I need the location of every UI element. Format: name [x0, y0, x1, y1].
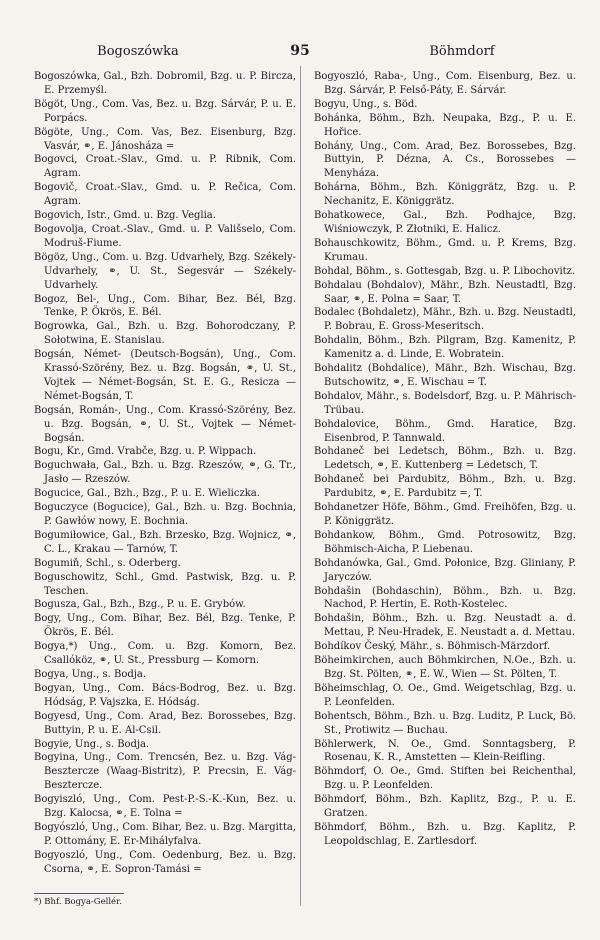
gazetteer-entry: Bohdašin, Böhm., Bzh. u. Bzg. Neustadt a. d. Mettau, P. Neu-Hradek, E. Neustadt a. d. Mettau.: [314, 613, 576, 639]
gazetteer-entry: Bohentsch, Böhm., Bzh. u. Bzg. Luditz, P. Luck, Bö. St., Protiwitz — Buchau.: [314, 710, 576, 736]
gazetteer-entry: Bogyiszló, Ung., Com. Pest-P.-S.-K.-Kun, Bez. u. Bzg. Kalocsa, ⚭, E. Tolna =: [34, 794, 296, 820]
left-column: [34, 70, 296, 877]
gazetteer-entry: Bogucice, Gal., Bzh., Bzg., P. u. E. Wieliczka.: [34, 488, 260, 500]
gazetteer-entry: Bohdaneč bei Pardubitz, Böhm., Bzh. u. Bzg. Pardubitz, ⚭, E. Pardubitz =, T.: [314, 474, 576, 500]
gazetteer-entry: Bohány, Ung., Com. Arad, Bez. Borossebes, Bzg. Buttyin, P. Dézna, A. Cs., Borossebes — Menyháza.: [314, 140, 576, 180]
gazetteer-entry: Bohdalitz (Bohdalice), Mähr., Bzh. Wischau, Bzg. Butschowitz, ⚭, E. Wischau = T.: [314, 363, 576, 388]
gazetteer-entry: Bogsán, Román-, Ung., Com. Krassó-Szörény, Bez. u. Bzg. Bogsán, ⚭, U. St., Vojtek — Német-Bogsán.: [34, 404, 296, 444]
gazetteer-entry: Bogyina, Ung., Com. Trencsén, Bez. u. Bzg. Vág-Besztercze (Waag-Bistritz), P. Precsin, E. Vág-Besztercze.: [34, 752, 296, 792]
gazetteer-entry: Böheimschlag, O. Oe., Gmd. Weigetschlag, Bzg. u. P. Leonfelden.: [314, 682, 576, 708]
gazetteer-entry: Bohdal, Böhm., s. Gottesgab, Bzg. u. P. Libochovitz.: [314, 265, 576, 277]
gazetteer-entry: Bogovolja, Croat.-Slav., Gmd. u. P. Vališselo, Com. Modruš-Fiume.: [34, 223, 296, 249]
gazetteer-entry: Bohdalovice, Böhm., Gmd. Haratice, Bzg. Eisenbrod, P. Tannwald.: [314, 418, 576, 444]
gazetteer-entry: Bogyoszló, Raba-, Ung., Com. Eisenburg, Bez. u. Bzg. Sárvár, P. Felső-Páty, E. Sárvár.: [314, 71, 576, 96]
gazetteer-entry: Bogoszówka, Gal., Bzh. Dobromil, Bzg. u. P. Bircza, E. Przemyśl.: [34, 71, 296, 96]
footnote: *) Bhf. Bogya-Gellér.: [34, 897, 122, 907]
gazetteer-entry: Bogy, Ung., Com. Bihar, Bez. Bél, Bzg. Tenke, P. Ökrös, E. Bél.: [34, 613, 296, 639]
gazetteer-entry: Bogusza, Gal., Bzh., Bzg., P. u. E. Grybów.: [34, 599, 246, 611]
header-right-word: Böhmdorf: [429, 43, 495, 59]
gazetteer-entry: Bogya, Ung., s. Bodja.: [34, 668, 147, 680]
gazetteer-entry: Bodalec (Bohdaletz), Mähr., Bzh. u. Bzg. Neustadtl, P. Bobrau, E. Gross-Meseritsch.: [314, 307, 576, 333]
gazetteer-entry: Boguschowitz, Schl., Gmd. Pastwisk, Bzg. u. P. Teschen.: [34, 571, 296, 597]
gazetteer-entry: Bögöte, Ung., Com. Vas, Bez. Eisenburg, Bzg. Vasvár, ⚭, E. Jánosháza =: [34, 126, 296, 152]
gazetteer-entry: Bohatkowece, Gal., Bzh. Podhajce, Bzg. Wiśniowczyk, P. Złotniki, E. Halicz.: [314, 210, 576, 235]
gazetteer-entry: Bogyoszló, Ung., Com. Oedenburg, Bez. u. Bzg. Csorna, ⚭, E. Sopron-Tamási =: [34, 849, 296, 875]
gazetteer-entry: Bogyesd, Ung., Com. Arad, Bez. Borossebes, Bzg. Buttyin, P. u. E. Al-Csil.: [34, 710, 296, 736]
gazetteer-entry: Bohárna, Böhm., Bzh. Königgrätz, Bzg. u. P. Nechanitz, E. Königgrätz.: [314, 182, 576, 208]
gazetteer-entry: Bohauschkowitz, Böhm., Gmd. u. P. Krems, Bzg. Krumau.: [314, 237, 576, 263]
gazetteer-entry: Bohdíkov Český, Mähr., s. Böhmisch-Märzdorf.: [314, 641, 551, 653]
page-number: 95: [290, 43, 310, 59]
gazetteer-entry: Bogyu, Ung., s. Böd.: [314, 98, 418, 110]
footnote-rule: [34, 893, 124, 894]
gazetteer-entry: Bogu, Kr., Gmd. Vrabče, Bzg. u. P. Wippach.: [34, 446, 257, 458]
gazetteer-entry: Bohdašin (Bohdaschin), Böhm., Bzh. u. Bzg. Nachod, P. Hertin, E. Roth-Kostelec.: [314, 585, 576, 611]
gazetteer-entry: Boguchwała, Gal., Bzh. u. Bzg. Rzeszów, ⚭, G. Tr., Jasło — Rzeszów.: [34, 460, 296, 486]
gazetteer-entry: Bogsán, Német- (Deutsch-Bogsán), Ung., Com. Krassó-Szörény, Bez. u. Bzg. Bogsán, ⚭, U. St., Vojtek — Német-Bogsán, St. E. G., Resicza — Német-Bogsán, T.: [34, 349, 296, 402]
column-divider: [300, 66, 301, 906]
gazetteer-entry: Bohdalov, Mähr., s. Bodelsdorf, Bzg. u. P. Mährisch-Trübau.: [314, 390, 576, 416]
gazetteer-entry: Bogumiň, Schl., s. Oderberg.: [34, 557, 181, 569]
gazetteer-entry: Bögöt, Ung., Com. Vas, Bez. u. Bzg. Sárvár, P. u. E. Porpács.: [34, 98, 296, 124]
gazetteer-entry: Bogyószló, Ung., Com. Bihar, Bez. u. Bzg. Margitta, P. Ottomány, E. Er-Mihályfalva.: [34, 821, 296, 847]
gazetteer-entry: Bohdalin, Böhm., Bzh. Pilgram, Bzg. Kamenitz, P. Kamenitz a. d. Linde, E. Wobratein.: [314, 335, 576, 361]
gazetteer-entry: Bogyan, Ung., Com. Bács-Bodrog, Bez. u. Bzg. Hódság, P. Vajszka, E. Hódság.: [34, 682, 296, 708]
gazetteer-entry: Bogyie, Ung., s. Bodja.: [34, 738, 150, 750]
gazetteer-entry: Bogrowka, Gal., Bzh. u. Bzg. Bohorodczany, P. Sołotwina, E. Stanislau.: [34, 321, 296, 347]
gazetteer-entry: Bogovich, Istr., Gmd. u. Bzg. Veglia.: [34, 210, 216, 222]
running-header: [30, 40, 570, 62]
gazetteer-entry: Bohdanówka, Gal., Gmd. Połonice, Bzg. Gliniany, P. Jaryczów.: [314, 557, 576, 583]
gazetteer-entry: Bohdankow, Böhm., Gmd. Potrosowitz, Bzg. Böhmisch-Aicha, P. Liebenau.: [314, 529, 576, 555]
gazetteer-entry: Bogumiłowice, Gal., Bzh. Brzesko, Bzg. Wojnicz, ⚭, C. L., Krakau — Tarnów, T.: [34, 529, 296, 555]
gazetteer-entry: Bogovci, Croat.-Slav., Gmd. u. P. Ribnik, Com. Agram.: [34, 154, 296, 180]
header-left-word: Bogoszówka: [97, 43, 179, 59]
gazetteer-entry: Boguczyce (Bogucice), Gal., Bzh. u. Bzg. Bochnia, P. Gawłów nowy, E. Bochnia.: [34, 502, 296, 527]
right-column: [314, 70, 576, 849]
gazetteer-entry: Böheimkirchen, auch Böhmkirchen, N.Oe., Bzh. u. Bzg. St. Pölten, ⚭, E. W., Wien — St. Pölten, T.: [314, 655, 576, 680]
gazetteer-entry: Bogoz, Bel-, Ung., Com. Bihar, Bez. Bél, Bzg. Tenke, P. Ökrös, E. Bél.: [34, 293, 296, 319]
gazetteer-entry: Böhmdorf, O. Oe., Gmd. Stiften bei Reichenthal, Bzg. u. P. Leonfelden.: [314, 766, 576, 792]
gazetteer-entry: Böhmdorf, Böhm., Bzh. u. Bzg. Kaplitz, P. Leopoldschlag, E. Zartlesdorf.: [314, 821, 576, 847]
gazetteer-entry: Bohdanetzer Höfe, Böhm., Gmd. Freihöfen, Bzg. u. P. Königgrätz.: [314, 502, 576, 527]
gazetteer-entry: Bohánka, Böhm., Bzh. Neupaka, Bzg., P. u. E. Hořice.: [314, 112, 576, 138]
gazetteer-entry: Bogya,*) Ung., Com. u. Bzg. Komorn, Bez. Csallóköz, ⚭, U. St., Pressburg — Komorn.: [34, 641, 296, 667]
gazetteer-entry: Bohdaneč bei Ledetsch, Böhm., Bzh. u. Bzg. Ledetsch, ⚭, E. Kuttenberg = Ledetsch, T.: [314, 446, 576, 472]
gazetteer-entry: Böhlerwerk, N. Oe., Gmd. Sonntagsberg, P. Rosenau, K. R., Amstetten — Klein-Reifling.: [314, 738, 576, 764]
gazetteer-entry: Böhmdorf, Böhm., Bzh. Kaplitz, Bzg., P. u. E. Gratzen.: [314, 794, 576, 820]
gazetteer-entry: Bogovič, Croat.-Slav., Gmd. u. P. Rečica, Com. Agram.: [34, 182, 296, 208]
gazetteer-entry: Bohdalau (Bohdalov), Mähr., Bzh. Neustadtl, Bzg. Saar, ⚭, E. Polna = Saar, T.: [314, 279, 576, 305]
gazetteer-entry: Bögöz, Ung., Com. u. Bzg. Udvarhely, Bzg. Székely-Udvarhely, ⚭, U. St., Segesvár — Székely-Udvarhely.: [34, 251, 296, 291]
